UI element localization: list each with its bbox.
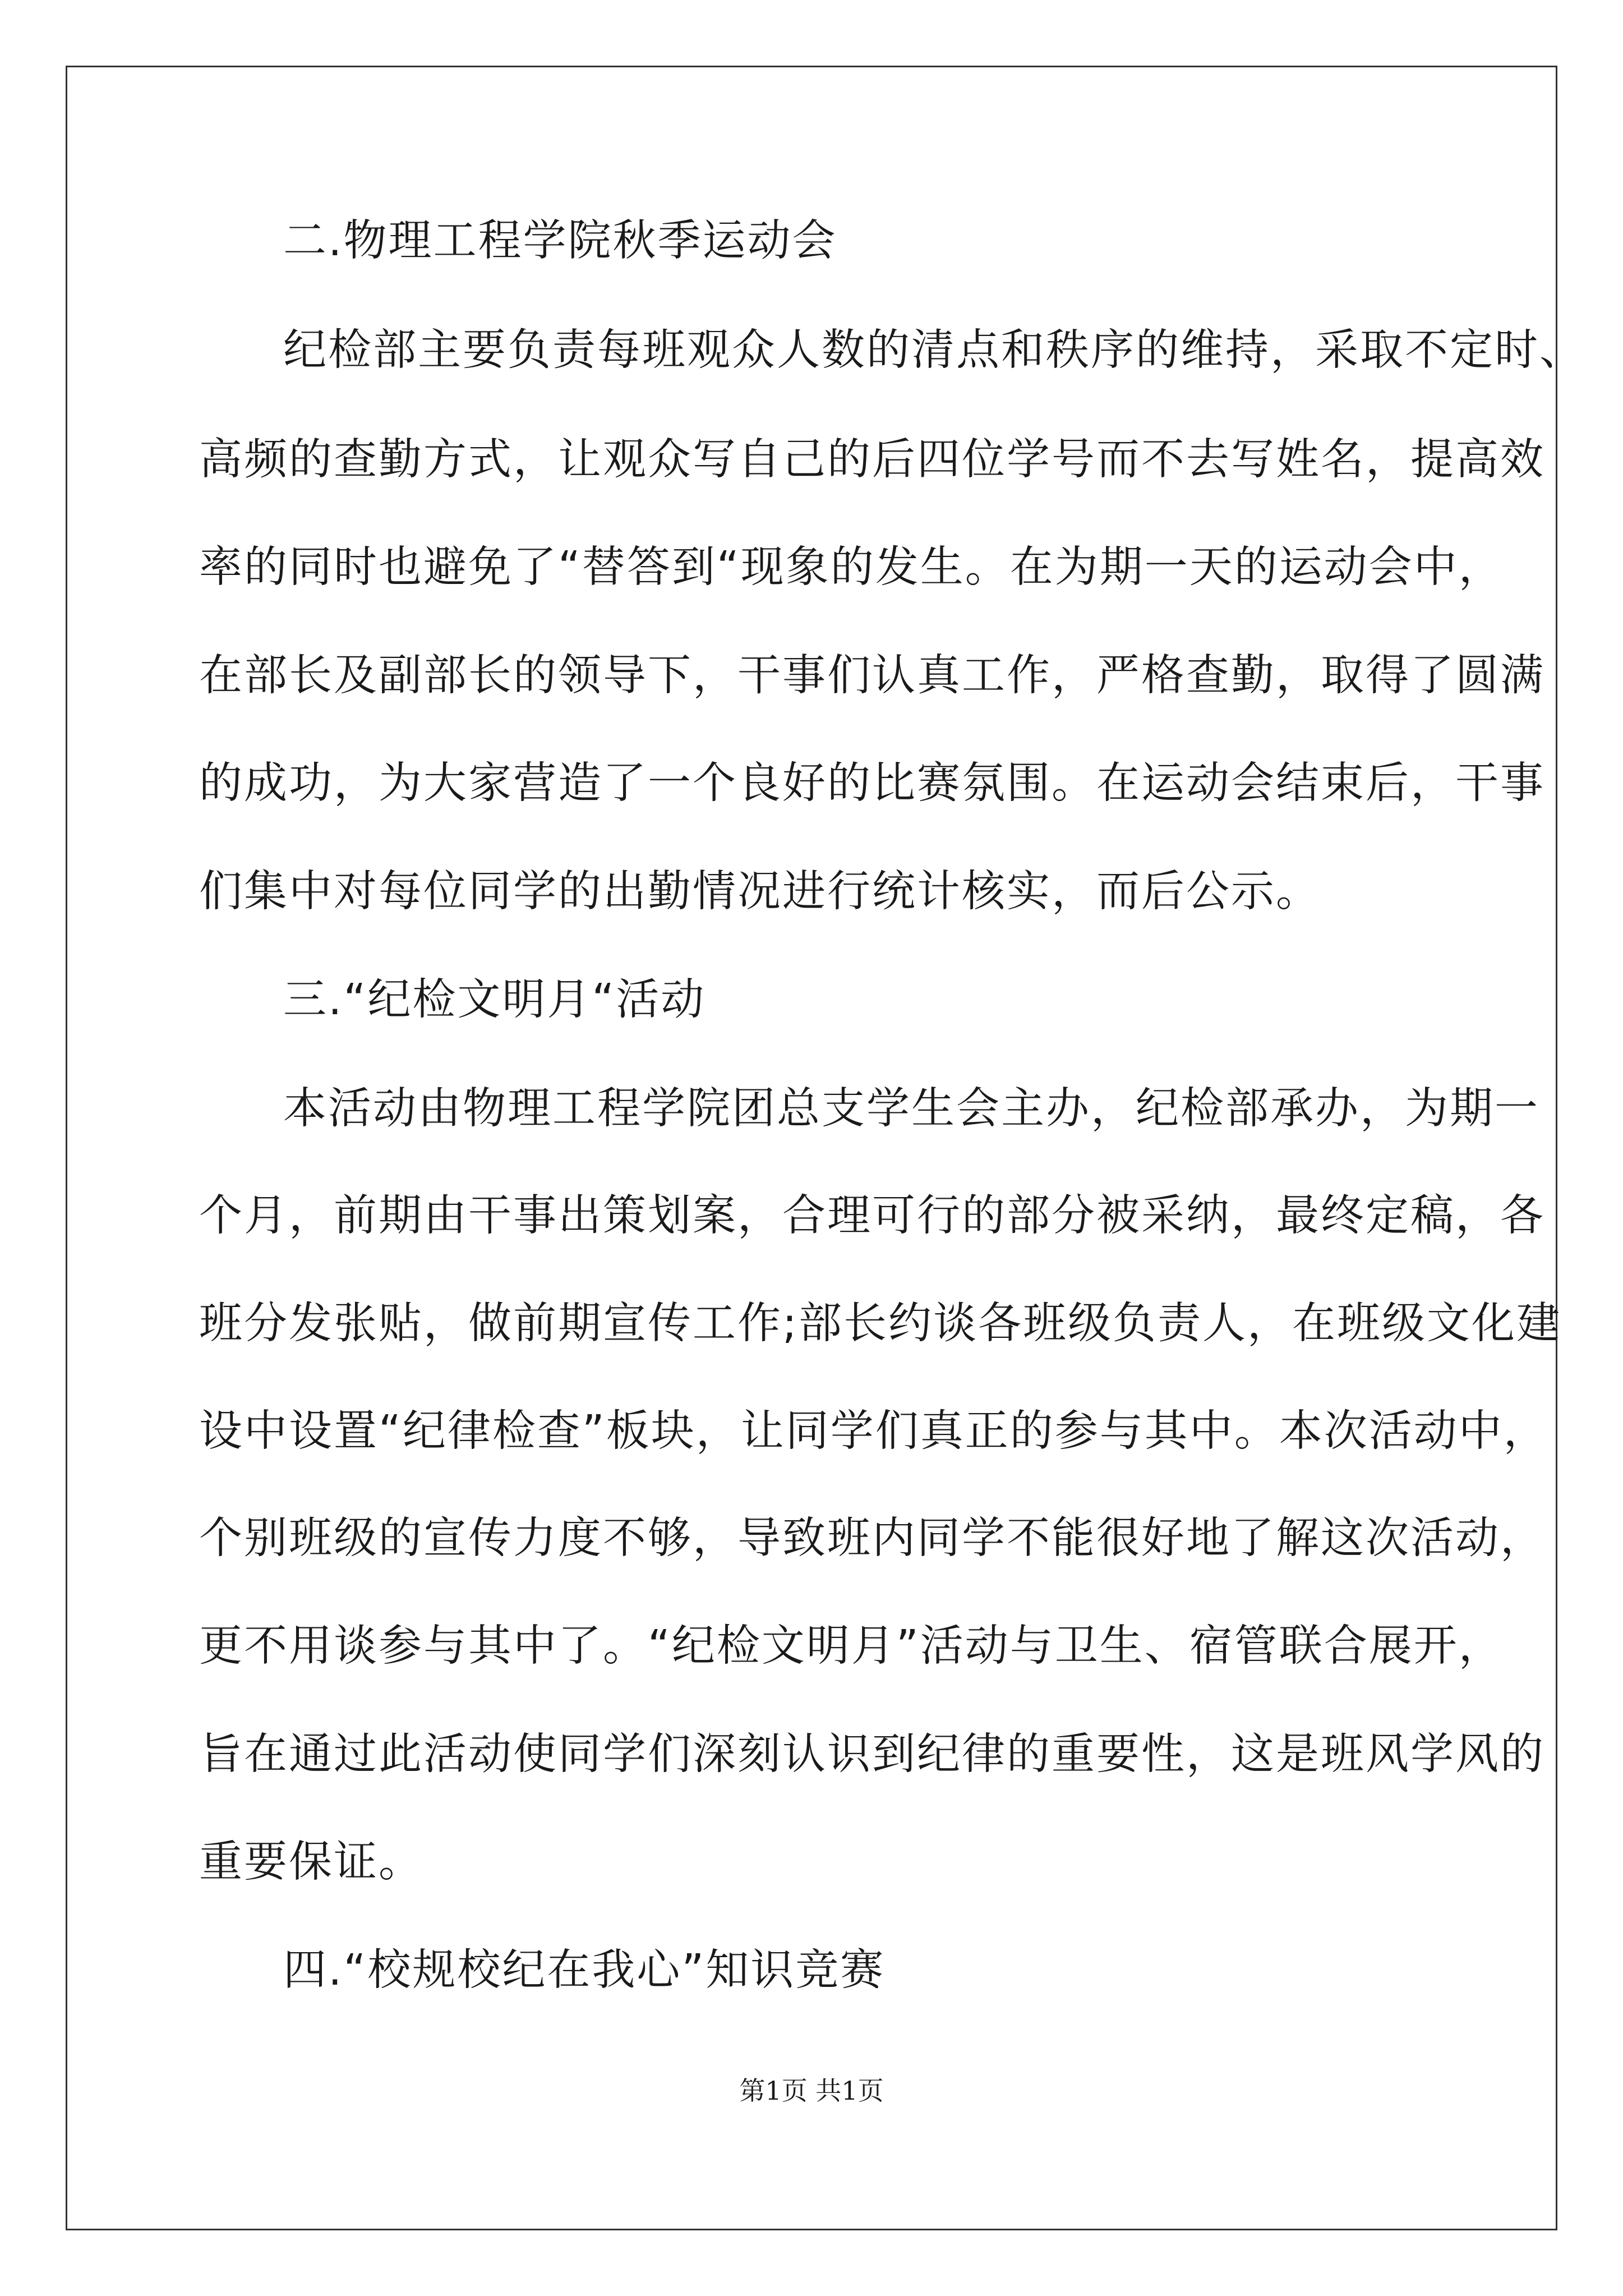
paragraph-line: 旨在通过此活动使同学们深刻认识到纪律的重要性，这是班风学风的 xyxy=(199,1729,1545,1779)
paragraph-line: 重要保证。 xyxy=(199,1837,423,1887)
section-heading: 二.物理工程学院秋季运动会 xyxy=(283,216,837,266)
paragraph-line: 的成功，为大家营造了一个良好的比赛氛围。在运动会结束后，干事 xyxy=(199,758,1545,808)
page-frame xyxy=(66,66,1584,2230)
section-heading: 四.“校规校纪在我心”知识竞赛 xyxy=(283,1945,886,1995)
paragraph-line: 个别班级的宣传力度不够，导致班内同学不能很好地了解这次活动， xyxy=(199,1513,1545,1563)
paragraph-line: 高频的查勤方式，让观众写自己的后四位学号而不去写姓名，提高效 xyxy=(199,435,1545,485)
paragraph-line: 们集中对每位同学的出勤情况进行统计核实，而后公示。 xyxy=(199,867,1321,917)
page-number-footer: 第1页 共1页 xyxy=(739,2076,884,2106)
paragraph-line: 本活动由物理工程学院团总支学生会主办，纪检部承办，为期一 xyxy=(283,1084,1539,1134)
paragraph-line: 纪检部主要负责每班观众人数的清点和秩序的维持，采取不定时、 xyxy=(283,325,1584,375)
paragraph-line: 班分发张贴，做前期宣传工作;部长约谈各班级负责人，在班级文化建 xyxy=(199,1299,1561,1349)
section-heading: 三.“纪检文明月“活动 xyxy=(283,975,706,1025)
paragraph-line: 个月，前期由干事出策划案，合理可行的部分被采纳，最终定稿，各 xyxy=(199,1191,1545,1241)
paragraph-line: 设中设置“纪律检查”板块，让同学们真正的参与其中。本次活动中， xyxy=(199,1406,1548,1456)
paragraph-line: 更不用谈参与其中了。“纪检文明月”活动与卫生、宿管联合展开， xyxy=(199,1621,1504,1671)
paragraph-line: 在部长及副部长的领导下，干事们认真工作，严格查勤，取得了圆满 xyxy=(199,651,1545,701)
paragraph-line: 率的同时也避免了“替答到“现象的发生。在为期一天的运动会中， xyxy=(199,542,1504,592)
